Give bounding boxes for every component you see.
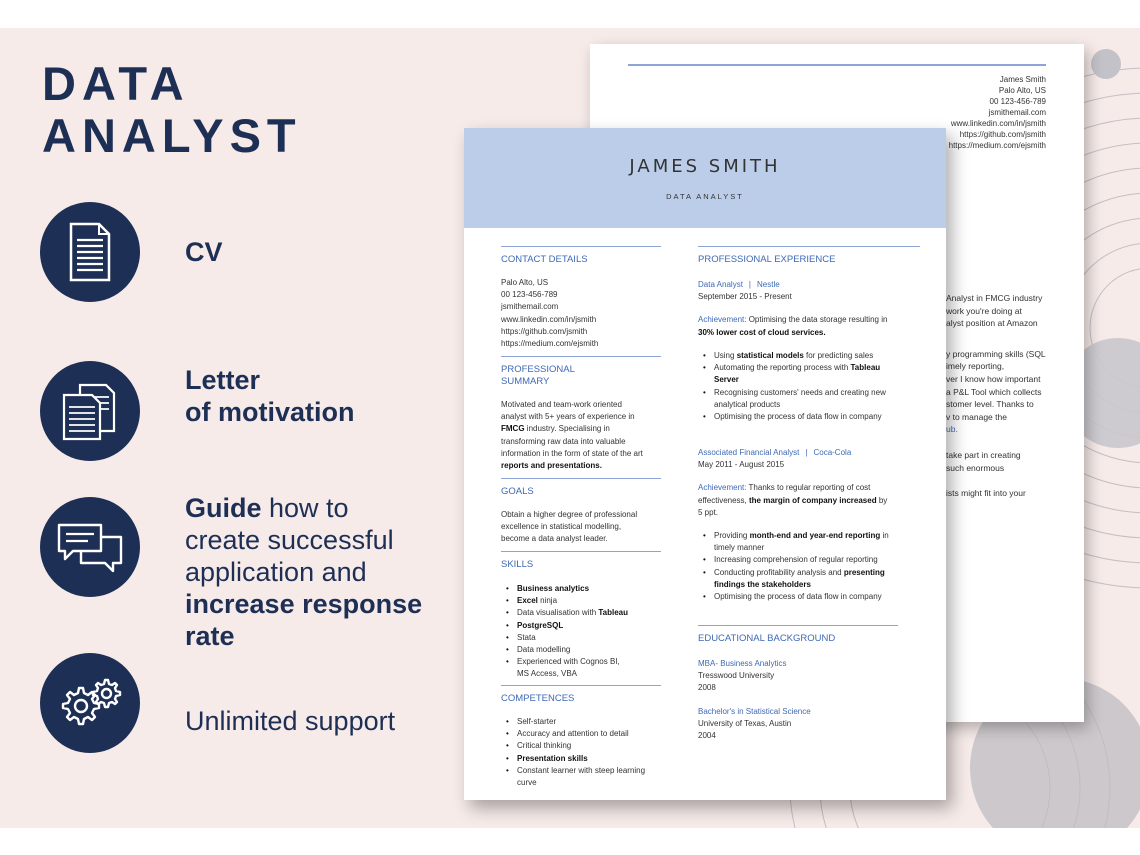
job-bullet bbox=[698, 362, 913, 386]
skill-item bbox=[501, 607, 666, 619]
skill-item: • Data modelling bbox=[501, 644, 666, 656]
cover-body-line: imely reporting, bbox=[946, 361, 1005, 372]
skill-line: • Experienced with Cognos BI, bbox=[517, 657, 620, 667]
summary-line: analyst with 5+ years of experience in bbox=[501, 412, 635, 422]
summary-bold: reports and presentations. bbox=[501, 461, 602, 471]
contact-title: CONTACT DETAILS bbox=[501, 254, 588, 265]
skill-item bbox=[501, 595, 666, 607]
summary-text bbox=[501, 399, 663, 472]
contact-line: www.linkedin.com/in/jsmith bbox=[501, 314, 597, 324]
job-1-achievement bbox=[698, 314, 913, 326]
achievement-text: by bbox=[876, 495, 888, 505]
job-2-dates: May 2011 - August 2015 bbox=[698, 460, 785, 470]
summary-bold: FMCG bbox=[501, 424, 525, 434]
document-icon bbox=[40, 202, 140, 302]
feature-guide bbox=[185, 492, 422, 652]
cover-body-line: stomer level. Thanks to bbox=[946, 399, 1034, 410]
feature-cv: CV bbox=[185, 237, 223, 267]
competence-item: • Critical thinking bbox=[501, 740, 666, 752]
achievement-text: Thanks to regular reporting of cost bbox=[746, 483, 871, 493]
job-1-bullets bbox=[698, 350, 913, 423]
cover-body-line: Analyst in FMCG industry bbox=[946, 293, 1043, 303]
bullet-line: timely manner bbox=[714, 543, 765, 553]
job-1-dates: September 2015 - Present bbox=[698, 292, 792, 302]
contact-line: Palo Alto, US bbox=[501, 278, 549, 287]
bullet-line: analytical products bbox=[714, 399, 781, 409]
job-2-position: Associated Financial Analyst bbox=[698, 448, 800, 457]
skill-item: • Stata bbox=[501, 632, 666, 644]
job-2-heading bbox=[698, 447, 913, 459]
job-2-separator: | bbox=[805, 448, 808, 457]
bullet-bold: findings the stakeholders bbox=[714, 579, 811, 589]
job-2 bbox=[698, 447, 913, 519]
section-rule bbox=[698, 625, 898, 626]
job-bullet bbox=[698, 530, 913, 554]
goals-text bbox=[501, 509, 637, 546]
contact-details bbox=[501, 277, 598, 350]
cover-letter-body bbox=[946, 292, 1066, 500]
resume-page bbox=[464, 128, 946, 800]
education-1 bbox=[698, 658, 786, 695]
cover-contact-line: James Smith bbox=[999, 75, 1046, 84]
skill-rest: ninja bbox=[537, 596, 558, 606]
experience-title: PROFESSIONAL EXPERIENCE bbox=[698, 254, 836, 265]
job-bullet bbox=[698, 387, 913, 411]
summary-line bbox=[501, 460, 663, 472]
job-bullet: • Increasing comprehension of regular reporting bbox=[698, 554, 913, 566]
education-school: University of Texas, Austin bbox=[698, 719, 792, 729]
summary-line: Motivated and team-work oriented bbox=[501, 400, 622, 409]
skill-bold: Tableau bbox=[598, 608, 629, 618]
chat-icon bbox=[40, 497, 140, 597]
goals-title: GOALS bbox=[501, 486, 534, 497]
job-bullet bbox=[698, 567, 913, 591]
skills-title: SKILLS bbox=[501, 559, 534, 570]
cover-body-line: a P&L Tool which collects bbox=[946, 386, 1042, 397]
achievement-text: effectiveness, bbox=[698, 495, 749, 505]
bullet-text: in bbox=[880, 531, 889, 540]
section-rule bbox=[501, 685, 661, 686]
cover-contact-line: Palo Alto, US bbox=[998, 86, 1046, 95]
achievement-label: Achievement: bbox=[698, 315, 747, 325]
cover-body-link: ub. bbox=[946, 424, 958, 435]
cover-body-line: y programming skills (SQL bbox=[946, 348, 1046, 359]
bullet-bold: Server bbox=[714, 375, 739, 385]
achievement-label: Achievement: bbox=[698, 483, 747, 493]
skill-bold: PostgreSQL bbox=[517, 620, 564, 630]
headline-line-1: DATA bbox=[42, 57, 190, 110]
competences-title: COMPETENCES bbox=[501, 693, 575, 704]
education-2 bbox=[698, 706, 811, 743]
cover-body-line: ists might fit into your bbox=[946, 488, 1026, 499]
education-title: EDUCATIONAL BACKGROUND bbox=[698, 633, 836, 644]
skill-item bbox=[501, 620, 666, 632]
cover-contact-line: www.linkedin.com/in/jsmith bbox=[950, 119, 1046, 128]
bullet-text: Automating the reporting process with bbox=[714, 363, 851, 373]
skill-item bbox=[501, 583, 666, 595]
bullet-bold: statistical models bbox=[736, 351, 804, 360]
job-1-position: Data Analyst bbox=[698, 280, 743, 289]
feature-guide-line-5: rate bbox=[185, 621, 235, 651]
education-school: Tresswood University bbox=[698, 671, 775, 681]
bullet-text: Conducting profitability analysis and bbox=[714, 567, 844, 577]
summary-line bbox=[501, 423, 663, 435]
cover-contact-line: https://medium.com/ejsmith bbox=[948, 141, 1046, 150]
education-degree: MBA- Business Analytics bbox=[698, 659, 787, 668]
skill-line: MS Access, VBA bbox=[517, 669, 578, 679]
achievement-bold: the margin of company increased bbox=[749, 495, 877, 505]
goals-line: excellence in statistical modelling, bbox=[501, 522, 622, 532]
cover-contact-line: jsmithemail.com bbox=[988, 108, 1046, 117]
cover-contact-line: 00 123-456-789 bbox=[989, 97, 1046, 106]
feature-guide-line-3: application and bbox=[185, 557, 367, 587]
contact-line: https://github.com/jsmith bbox=[501, 326, 588, 336]
summary-line: information in the form of state of the art bbox=[501, 448, 643, 458]
skill-bold: Business analytics bbox=[517, 584, 590, 593]
cover-contact-line: https://github.com/jsmith bbox=[959, 130, 1046, 139]
goals-line: become a data analyst leader. bbox=[501, 534, 608, 544]
contact-line: jsmithemail.com bbox=[501, 302, 559, 312]
education-year: 2008 bbox=[698, 683, 716, 693]
job-2-achievement-3: 5 ppt. bbox=[698, 507, 719, 517]
education-year: 2004 bbox=[698, 731, 716, 741]
feature-guide-line-2: create successful bbox=[185, 525, 394, 555]
section-rule bbox=[698, 246, 920, 247]
contact-line: 00 123-456-789 bbox=[501, 290, 558, 300]
bullet-text: Using bbox=[714, 351, 737, 360]
cover-body-line: work you're doing at bbox=[946, 305, 1022, 316]
section-rule bbox=[501, 478, 661, 479]
job-1-company: Nestle bbox=[757, 280, 780, 289]
cover-body-line: v to manage the bbox=[946, 411, 1007, 422]
competence-item: • Self-starter bbox=[501, 716, 666, 728]
skill-text: Data visualisation with bbox=[517, 608, 599, 618]
job-1 bbox=[698, 279, 913, 339]
bullet-text: for predicting sales bbox=[803, 351, 874, 360]
bullet-bold: month-end and year-end reporting bbox=[749, 531, 881, 540]
job-bullet: • Optimising the process of data flow in company bbox=[698, 591, 913, 603]
skill-bold: Excel bbox=[517, 596, 538, 606]
cover-body-line: such enormous bbox=[946, 462, 1005, 473]
feature-guide-rest: how to bbox=[261, 493, 349, 523]
achievement-text: Optimising the data storage resulting in bbox=[746, 315, 888, 325]
achievement-bold: 30% lower cost of cloud services. bbox=[698, 327, 826, 337]
feature-guide-line-4: increase response bbox=[185, 589, 423, 619]
competence-line: curve bbox=[517, 778, 537, 788]
goals-line: Obtain a higher degree of professional bbox=[501, 510, 638, 519]
bullet-bold: Tableau bbox=[850, 363, 881, 373]
resume-header bbox=[464, 128, 946, 228]
job-bullet bbox=[698, 350, 913, 362]
job-2-bullets bbox=[698, 530, 913, 603]
gears-icon bbox=[40, 653, 140, 753]
summary-line: transforming raw data into valuable bbox=[501, 436, 626, 446]
resume-name: JAMES SMITH bbox=[629, 156, 781, 177]
summary-title-line-2: SUMMARY bbox=[501, 376, 550, 387]
competences-list bbox=[501, 716, 666, 789]
cover-body-line: alyst position at Amazon bbox=[946, 318, 1038, 329]
bullet-bold: presenting bbox=[843, 567, 885, 577]
section-rule bbox=[501, 246, 661, 247]
cover-letter-rule bbox=[628, 64, 1046, 66]
summary-title bbox=[501, 364, 575, 388]
bullet-text: Providing bbox=[714, 531, 750, 540]
job-bullet: • Optimising the process of data flow in company bbox=[698, 411, 913, 423]
feature-letter bbox=[185, 364, 355, 428]
job-1-heading bbox=[698, 279, 913, 291]
job-1-separator: | bbox=[748, 280, 751, 289]
competence-line: • Constant learner with steep learning bbox=[517, 765, 646, 775]
skill-item bbox=[501, 656, 666, 680]
bullet-line: • Recognising customers' needs and creating new bbox=[714, 387, 886, 397]
feature-guide-line-1 bbox=[185, 492, 422, 524]
product-canvas bbox=[0, 28, 1140, 828]
feature-support: Unlimited support bbox=[185, 706, 396, 736]
job-2-achievement bbox=[698, 482, 913, 494]
cover-body-line: ver I know how important bbox=[946, 373, 1041, 384]
headline-line-2: ANALYST bbox=[42, 109, 302, 162]
resume-role: DATA ANALYST bbox=[666, 192, 744, 201]
bottom-strip bbox=[0, 828, 1140, 855]
summary-title-line-1: PROFESSIONAL bbox=[501, 364, 575, 375]
job-2-achievement-2 bbox=[698, 495, 913, 507]
feature-guide-bold: Guide bbox=[185, 493, 262, 523]
cover-body-line: take part in creating bbox=[946, 449, 1021, 460]
feature-letter-line-2: of motivation bbox=[185, 397, 355, 427]
section-rule bbox=[501, 551, 661, 552]
competence-item bbox=[501, 753, 666, 765]
job-2-company: Coca-Cola bbox=[813, 448, 852, 457]
education-degree: Bachelor's in Statistical Science bbox=[698, 707, 811, 716]
summary-rest: industry. Specialising in bbox=[524, 424, 610, 434]
headline bbox=[42, 58, 302, 162]
skills-list bbox=[501, 583, 666, 681]
section-rule bbox=[501, 356, 661, 357]
competence-item: • Accuracy and attention to detail bbox=[501, 728, 666, 740]
job-1-achievement-bold bbox=[698, 327, 913, 339]
competence-item bbox=[501, 765, 666, 789]
cover-letter-contact bbox=[949, 74, 1046, 151]
competence-bold: Presentation skills bbox=[517, 753, 588, 763]
contact-line: https://medium.com/ejsmith bbox=[501, 339, 599, 349]
feature-letter-line-1: Letter bbox=[185, 365, 261, 395]
documents-icon bbox=[40, 361, 140, 461]
